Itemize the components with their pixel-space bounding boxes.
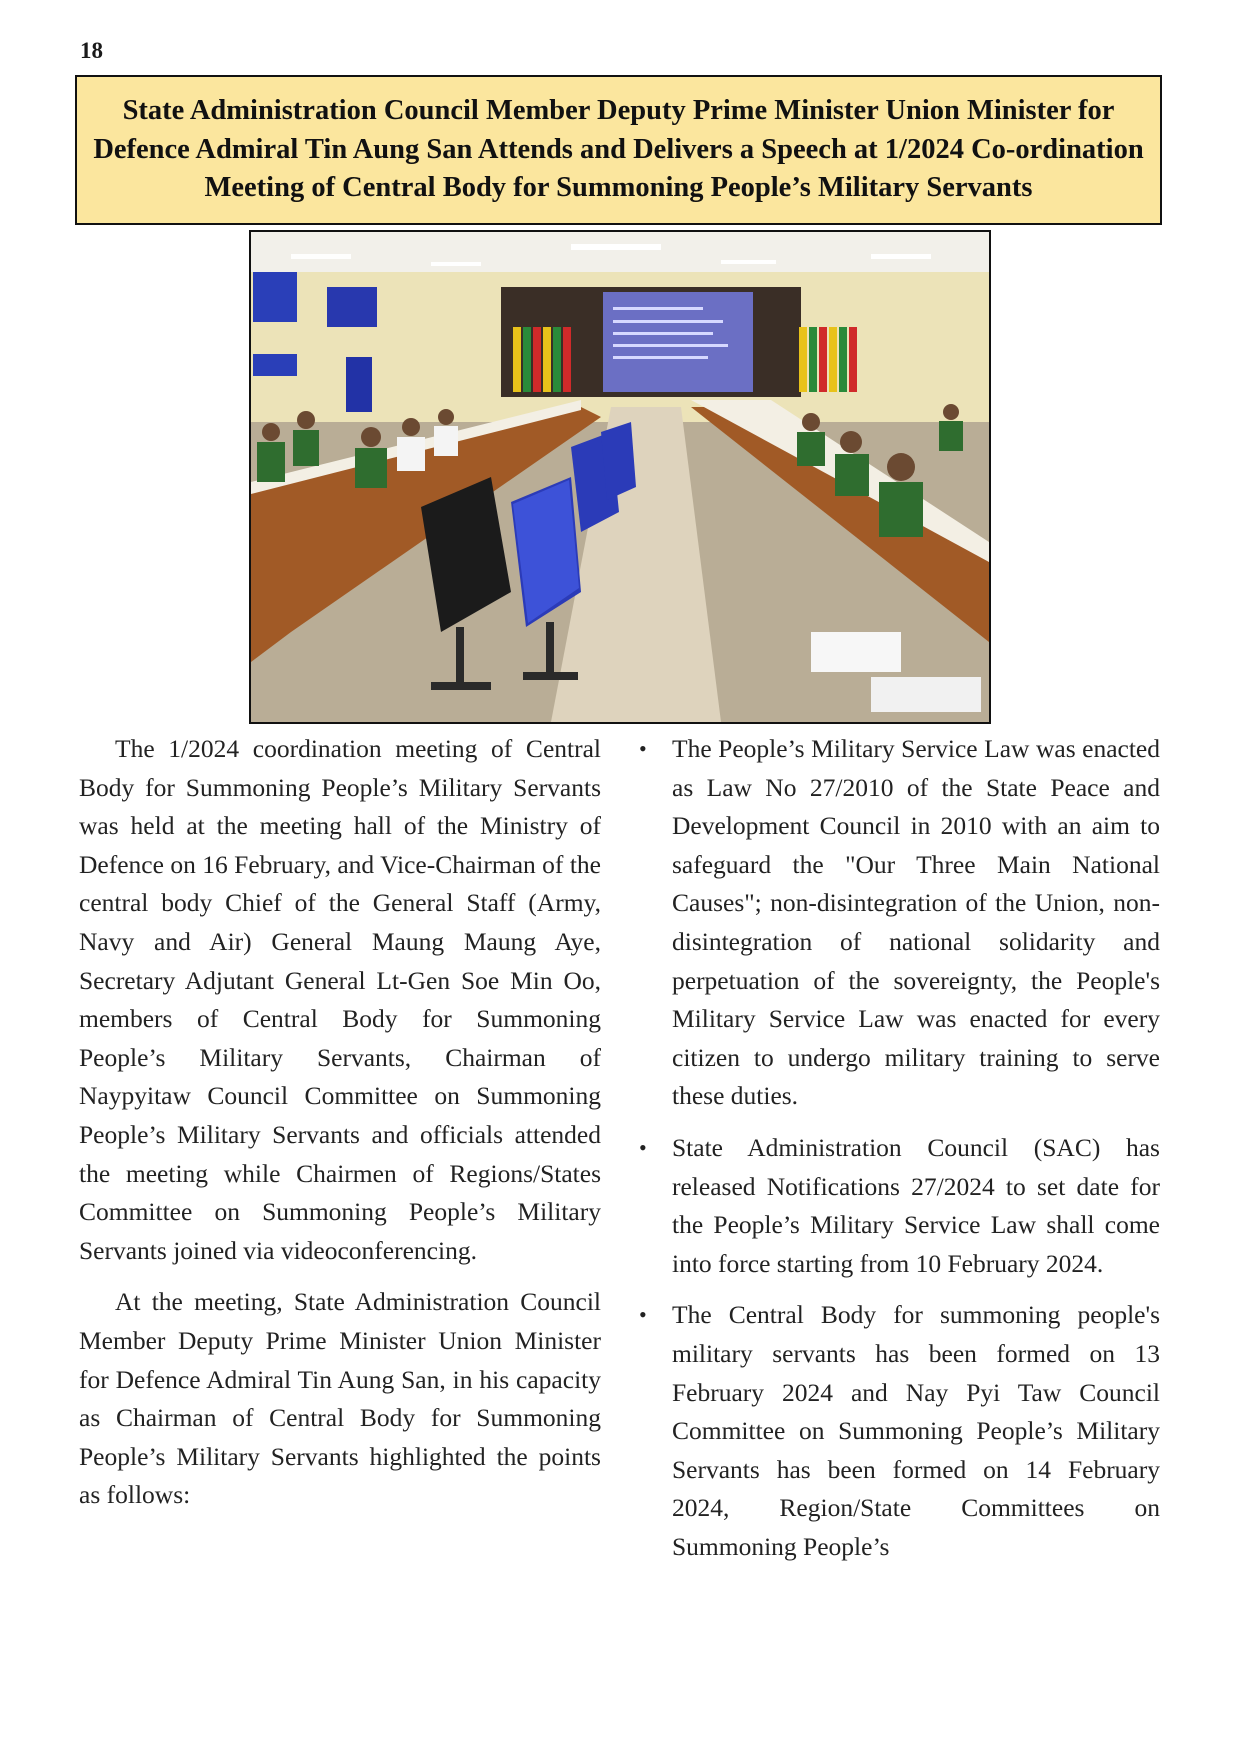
bullet-item bbox=[639, 1129, 1160, 1283]
meeting-photo bbox=[249, 230, 991, 724]
bullet-item bbox=[639, 730, 1160, 1116]
bullet-icon: • bbox=[639, 1134, 647, 1160]
body-paragraph: At the meeting, State Administration Council Member Deputy Prime Minister Union Minister for Defence Admiral Tin Aung San, in his capacity as Chairman of Central Body for Summoning People’s Military Servants highlighted the points as follows: bbox=[79, 1287, 601, 1510]
article-title: State Administration Council Member Deputy Prime Minister Union Minister for Defence Admiral Tin Aung San Attends and Delivers a Speech at 1/2024 Co-ordination Meeting of Central Body for Summoning People’s Military Servants bbox=[93, 95, 1144, 204]
bullet-text: State Administration Council (SAC) has released Notifications 27/2024 to set date for the People’s Military Service Law shall come into force starting from 10 February 2024. bbox=[672, 1132, 1160, 1278]
bullet-item bbox=[639, 1296, 1160, 1566]
bullet-text: The Central Body for summoning people's military servants has been formed on 13 February 2024 and Nay Pyi Taw Council Committee on Summoning People’s Military Servants has been formed on 14 February 2024, Region/State Committees on Summoning People’s bbox=[672, 1300, 1160, 1561]
bullet-icon: • bbox=[639, 736, 647, 761]
body-paragraph: The 1/2024 coordination meeting of Central Body for Summoning People’s Military Servants was held at the meeting hall of the Ministry of Defence on 16 February, and Vice-Chairman of the central body Chief of the General Staff (Army, Navy and Air) General Maung Maung Aye, Secretary Adjutant General Lt-Gen Soe Min Oo, members of Central Body for Summoning People’s Military Servants, Chairman of Naypyitaw Council Committee on Summoning People’s Military Servants and officials attended the meeting while Chairmen of Regions/States Committee on Summoning People’s Military Servants joined via videoconferencing. bbox=[79, 734, 601, 1265]
left-column bbox=[79, 730, 601, 1528]
bullet-list bbox=[639, 730, 1160, 1566]
bullet-icon: • bbox=[639, 1302, 647, 1328]
page-number: 18 bbox=[80, 38, 103, 63]
right-column bbox=[639, 730, 1160, 1579]
bullet-text: The People’s Military Service Law was enacted as Law No 27/2010 of the State Peace and Development Council in 2010 with an aim to safeguard the "Our Three Main National Causes"; non-disintegration of the Union, non-disintegration of national solidarity and perpetuation of the sovereignty, the People's Military Service Law was enacted for every citizen to undergo military training to serve these duties. bbox=[672, 734, 1160, 1111]
article-title-box bbox=[75, 75, 1162, 225]
